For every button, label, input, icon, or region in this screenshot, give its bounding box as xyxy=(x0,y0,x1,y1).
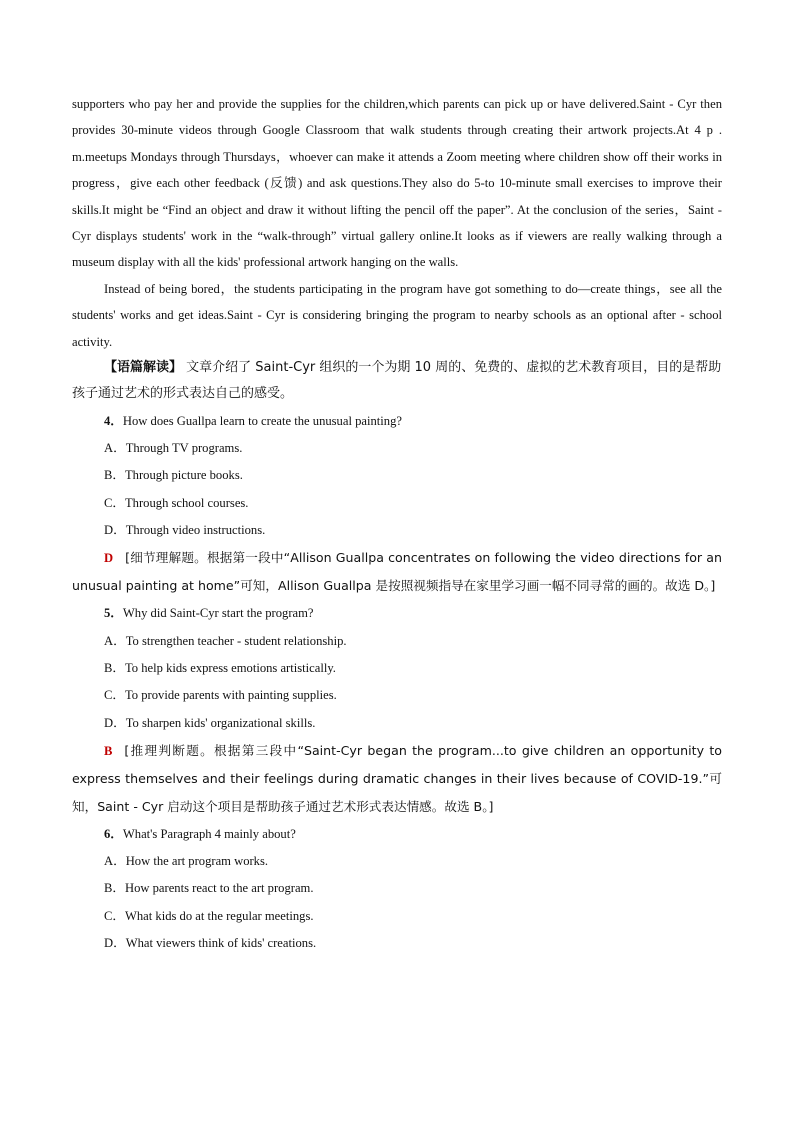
question-5 xyxy=(72,600,722,820)
answer-explanation xyxy=(72,544,722,600)
question-text: Why did Saint-Cyr start the program? xyxy=(122,606,314,621)
option-c: C．What kids do at the regular meetings. xyxy=(104,908,314,923)
question-stem xyxy=(72,821,722,848)
option-a: A．Through TV programs. xyxy=(104,441,243,456)
option-b: B．To help kids express emotions artistically. xyxy=(104,660,336,675)
answer-letter: B xyxy=(104,743,113,758)
question-4 xyxy=(72,408,722,600)
answer-letter: D xyxy=(104,551,114,566)
option-a: A．How the art program works. xyxy=(104,854,269,869)
option-c: C．To provide parents with painting supplies. xyxy=(104,688,337,703)
reading-note-text: 文章介绍了 Saint-Cyr 组织的一个为期 10 周的、免费的、虚拟的艺术教育项目，目的是帮助孩子通过艺术的形式表达自己的感受。 xyxy=(72,360,722,402)
option-b: B．How parents react to the art program. xyxy=(104,881,314,896)
passage-paragraph-1: supporters who pay her and provide the supplies for the children,which parents can pick up or have delivered.Saint - Cyr then provides 30-minute videos through Google Classroom that walk students through creating their artwork projects.At 4 p . m.meetups Mondays through Thursdays，whoever can make it attends a Zoom meeting where children show off their works in progress，give each other feedback (反馈) and ask questions.They also do 5-to 10-minute small exercises to improve their skills.It might be “Find an object and draw it without lifting the pencil off the paper”. At the conclusion of the series，Saint - Cyr displays students' work in the “walk-through” virtual gallery online.It looks as if viewers are really walking through a museum display with all the kids' professional artwork hanging on the walls. xyxy=(72,97,722,270)
option-c: C．Through school courses. xyxy=(104,495,249,510)
question-stem xyxy=(72,408,722,435)
option-d: D．Through video instructions. xyxy=(104,523,266,538)
option-a: A．To strengthen teacher - student relationship. xyxy=(104,633,347,648)
explanation-text: [细节理解题。根据第一段中“Allison Guallpa concentrates on following the video directions for an unusual painting at home”可知，Allison Guallpa 是按照视频指导在家里学习画一幅不同寻常的画的。故选 D。] xyxy=(72,550,722,594)
question-6 xyxy=(72,821,722,957)
answer-explanation xyxy=(72,737,722,821)
question-stem xyxy=(72,600,722,627)
reading-note xyxy=(72,355,722,408)
option-b: B．Through picture books. xyxy=(104,468,243,483)
question-number: 5． xyxy=(104,606,123,621)
question-text: How does Guallpa learn to create the unusual painting? xyxy=(122,413,402,428)
option-d: D．To sharpen kids' organizational skills. xyxy=(104,715,316,730)
page-content xyxy=(72,91,722,957)
reading-note-tag: 【语篇解读】 xyxy=(104,360,183,376)
question-number: 6． xyxy=(104,826,123,841)
question-number: 4． xyxy=(104,413,123,428)
passage-paragraph-2: Instead of being bored，the students participating in the program have got something to do—create things，see all the students' works and get ideas.Saint - Cyr is considering bringing the program to nearby schools as an optional after - school activity. xyxy=(72,281,722,349)
option-d: D．What viewers think of kids' creations. xyxy=(104,936,317,951)
question-text: What's Paragraph 4 mainly about? xyxy=(122,826,296,841)
explanation-text: [推理判断题。根据第三段中“Saint-Cyr began the program...to give children an opportunity to express themselves and their feelings during dramatic changes in their lives because of COVID-19.”可知，Saint - Cyr 启动这个项目是帮助孩子通过艺术形式表达情感。故选 B。] xyxy=(72,742,722,814)
